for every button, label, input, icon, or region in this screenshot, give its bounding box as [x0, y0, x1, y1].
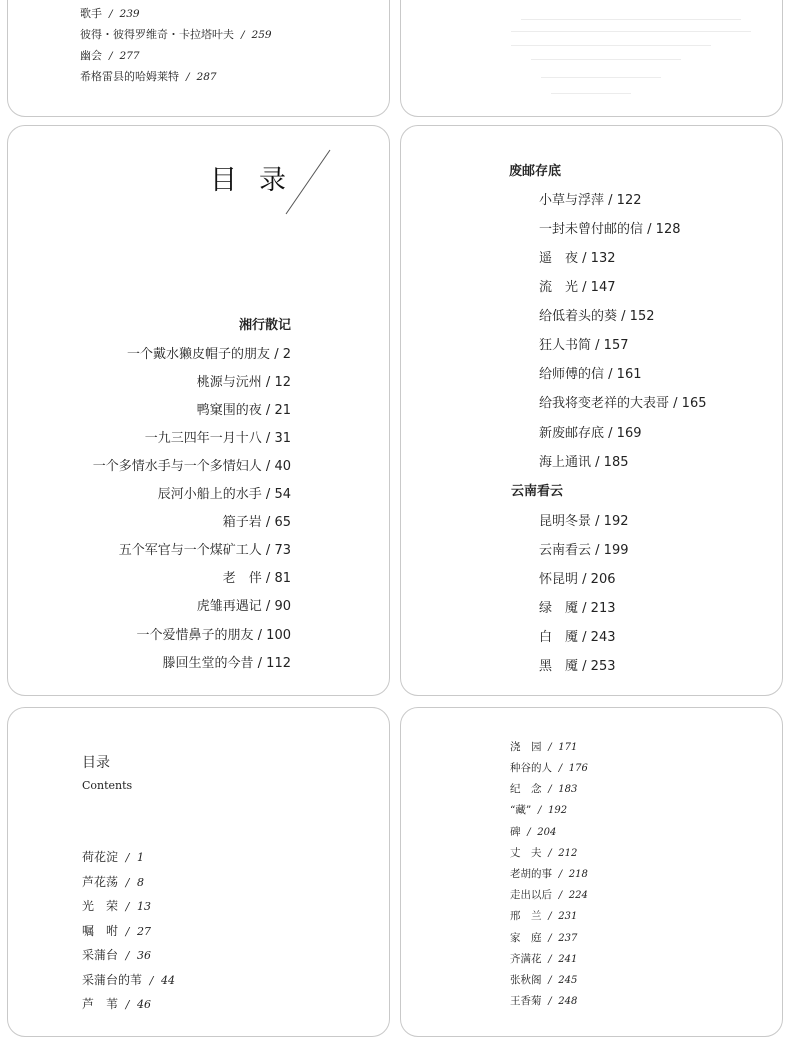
entry-title: 昆明冬景	[539, 514, 592, 529]
entry-page: 212	[558, 848, 578, 859]
entry-title: 虎雏再遇记	[196, 599, 262, 614]
toc-entry[interactable]: 狂人书简 / 157	[539, 338, 629, 353]
toc-entry[interactable]	[80, 5, 140, 21]
entry-page: 65	[274, 515, 291, 530]
entry-separator: /	[548, 996, 552, 1007]
toc-entry[interactable]	[82, 897, 151, 914]
toc-card-bottom-right	[400, 707, 783, 1037]
entry-title: 采蒲台的苇	[82, 973, 143, 987]
entry-page: 241	[558, 954, 578, 965]
toc-entry[interactable]: 一个爱惜鼻子的朋友 / 100	[136, 628, 291, 643]
entry-page: 248	[558, 996, 578, 1007]
entry-page: 122	[616, 193, 642, 208]
toc-entry[interactable]	[510, 887, 588, 902]
entry-title: 老胡的事	[510, 868, 552, 880]
toc-entry[interactable]: 辰河小船上的水手 / 54	[157, 487, 291, 502]
entry-page: 46	[137, 998, 152, 1011]
entry-separator: /	[527, 827, 531, 838]
entry-separator: /	[125, 949, 130, 962]
entry-title: 给低着头的葵	[539, 309, 618, 324]
entry-page: 245	[558, 975, 578, 986]
entry-title: 一九三四年一月十八	[144, 431, 262, 446]
entry-title: 一个多情水手与一个多情妇人	[92, 459, 262, 474]
entry-title: 彼得・彼得罗维奇・卡拉塔叶夫	[80, 28, 234, 41]
entry-page: 165	[681, 396, 707, 411]
toc-entry[interactable]: 小草与浮萍 / 122	[539, 193, 642, 208]
entry-page: 1	[137, 851, 145, 864]
entry-page: 12	[274, 375, 291, 390]
entry-title: 希格雷县的哈姆莱特	[80, 70, 179, 83]
toc-entry[interactable]: 一九三四年一月十八 / 31	[144, 431, 291, 446]
entry-title: 荷花淀	[82, 850, 119, 864]
section-heading: 湘行散记	[238, 318, 291, 333]
toc-entry[interactable]	[82, 848, 144, 865]
entry-title: 黑 魇	[539, 659, 579, 674]
toc-entry[interactable]	[510, 951, 577, 966]
toc-entry[interactable]	[82, 946, 151, 963]
entry-title: 怀昆明	[539, 572, 579, 587]
page-title: 目录	[210, 165, 308, 196]
entry-title: 幽会	[80, 49, 102, 62]
entry-separator: /	[548, 848, 552, 859]
entry-title: 白 魇	[539, 630, 579, 645]
entry-title: 走出以后	[510, 889, 552, 901]
entry-page: 169	[616, 426, 642, 441]
entry-title: 碑	[510, 826, 521, 838]
toc-entry[interactable]: 绿 魇 / 213	[539, 601, 616, 616]
toc-entry[interactable]: 昆明冬景 / 192	[539, 514, 629, 529]
entry-page: 90	[274, 599, 291, 614]
toc-entry[interactable]	[510, 908, 577, 923]
entry-page: 253	[590, 659, 616, 674]
toc-entry[interactable]: 滕回生堂的今昔 / 112	[162, 656, 291, 671]
toc-entry[interactable]: 一个多情水手与一个多情妇人 / 40	[92, 459, 291, 474]
entry-title: 给我将变老祥的大表哥	[539, 396, 670, 411]
entry-title: 滕回生堂的今昔	[162, 656, 254, 671]
toc-entry[interactable]: 给低着头的葵 / 152	[539, 309, 655, 324]
entry-separator: /	[125, 925, 130, 938]
entry-page: 100	[266, 628, 291, 643]
entry-separator: /	[548, 784, 552, 795]
toc-entry[interactable]	[82, 971, 175, 988]
entry-separator: /	[125, 998, 130, 1011]
entry-page: 183	[558, 784, 578, 795]
entry-page: 157	[603, 338, 629, 353]
toc-entry[interactable]	[510, 845, 577, 860]
entry-page: 171	[558, 742, 578, 753]
entry-title: 浇 园	[510, 741, 542, 753]
entry-page: 239	[119, 8, 140, 20]
toc-entry[interactable]: 怀昆明 / 206	[539, 572, 616, 587]
entry-page: 259	[251, 29, 272, 41]
toc-entry[interactable]	[80, 26, 272, 42]
entry-page: 81	[274, 571, 291, 586]
entry-page: 224	[568, 890, 588, 901]
decorative-slash	[283, 148, 333, 216]
entry-title: 辰河小船上的水手	[157, 487, 262, 502]
entry-separator: /	[125, 851, 130, 864]
toc-card-mid-left	[7, 125, 390, 696]
toc-entry[interactable]: 虎雏再遇记 / 90	[196, 599, 291, 614]
toc-entry[interactable]: 五个军官与一个煤矿工人 / 73	[118, 543, 291, 558]
entry-title: 小草与浮萍	[539, 193, 605, 208]
entry-title: 丈 夫	[510, 847, 542, 859]
entry-title: 鸭窠围的夜	[196, 403, 262, 418]
entry-page: 206	[590, 572, 616, 587]
entry-page: 213	[590, 601, 616, 616]
toc-entry[interactable]: 桃源与沅州 / 12	[196, 375, 291, 390]
entry-title: 老 伴	[222, 571, 262, 586]
entry-title: 云南看云	[539, 543, 592, 558]
toc-entry[interactable]: 新废邮存底 / 169	[539, 426, 642, 441]
entry-page: 73	[274, 543, 291, 558]
toc-entry[interactable]: 云南看云 / 199	[539, 543, 629, 558]
entry-page: 21	[274, 403, 291, 418]
entry-page: 112	[266, 656, 291, 671]
entry-separator: /	[548, 911, 552, 922]
entry-separator: /	[149, 974, 154, 987]
toc-entry[interactable]: 遥 夜 / 132	[539, 251, 616, 266]
toc-card-bottom-left	[7, 707, 390, 1037]
toc-entry[interactable]: 一个戴水獭皮帽子的朋友 / 2	[127, 347, 291, 362]
entry-separator: /	[558, 869, 563, 880]
toc-card-mid-right	[400, 125, 783, 696]
entry-title: 芦 苇	[82, 997, 119, 1011]
entry-page: 40	[274, 459, 291, 474]
toc-card-top-right	[400, 0, 783, 117]
entry-page: 54	[274, 487, 291, 502]
toc-entry[interactable]	[82, 995, 151, 1012]
entry-separator: /	[109, 50, 113, 62]
entry-separator: /	[548, 954, 552, 965]
entry-title: 一个爱惜鼻子的朋友	[136, 628, 254, 643]
entry-title: 新废邮存底	[539, 426, 605, 441]
toc-entry[interactable]	[510, 760, 588, 775]
toc-entry[interactable]	[510, 781, 577, 796]
toc-entry[interactable]	[510, 739, 577, 754]
toc-entry[interactable]: 黑 魇 / 253	[539, 659, 616, 674]
entry-page: 147	[590, 280, 616, 295]
entry-page: 277	[119, 50, 140, 62]
toc-entry[interactable]	[510, 802, 567, 817]
entry-title: 绿 魇	[539, 601, 579, 616]
entry-title: 芦花荡	[82, 875, 119, 889]
entry-page: 27	[137, 925, 152, 938]
entry-separator: /	[537, 805, 542, 816]
toc-entry[interactable]	[82, 922, 151, 939]
entry-separator: /	[548, 933, 552, 944]
entry-page: 31	[274, 431, 291, 446]
bleed-through-line	[521, 19, 741, 20]
entry-page: 204	[537, 827, 557, 838]
entry-page: 199	[603, 543, 629, 558]
entry-title: 一个戴水獭皮帽子的朋友	[127, 347, 271, 362]
toc-entry[interactable]: 白 魇 / 243	[539, 630, 616, 645]
toc-entry[interactable]	[80, 68, 217, 84]
toc-entry[interactable]: 流 光 / 147	[539, 280, 616, 295]
toc-entry[interactable]	[510, 824, 556, 839]
bleed-through-line	[511, 31, 751, 32]
toc-entry[interactable]: 箱子岩 / 65	[222, 515, 291, 530]
toc-entry[interactable]: 给师傅的信 / 161	[539, 367, 642, 382]
entry-title: 张秋阁	[510, 974, 542, 986]
entry-separator: /	[186, 71, 190, 83]
bleed-through-line	[551, 93, 631, 94]
entry-title: 给师傅的信	[539, 367, 605, 382]
entry-separator: /	[125, 876, 130, 889]
entry-title: 遥 夜	[539, 251, 579, 266]
toc-entry[interactable]: 鸭窠围的夜 / 21	[196, 403, 291, 418]
toc-entry[interactable]	[82, 873, 144, 890]
toc-entry[interactable]: 一封未曾付邮的信 / 128	[539, 222, 681, 237]
bleed-through-line	[541, 77, 661, 78]
entry-page: 2	[282, 347, 291, 362]
entry-title: 邢 兰	[510, 910, 542, 922]
entry-title: 采蒲台	[82, 948, 119, 962]
entry-separator: /	[548, 975, 552, 986]
entry-title: 箱子岩	[222, 515, 262, 530]
entry-title: 家 庭	[510, 932, 542, 944]
entry-page: 192	[548, 805, 568, 816]
toc-entry[interactable]	[510, 993, 577, 1008]
toc-entry[interactable]	[510, 972, 577, 987]
page-title: 目录	[82, 755, 110, 771]
entry-separator: /	[558, 890, 563, 901]
section-heading: 废邮存底	[509, 164, 562, 179]
entry-title: 种谷的人	[510, 762, 552, 774]
entry-page: 237	[558, 933, 578, 944]
entry-page: 287	[196, 71, 217, 83]
toc-entry[interactable]: 海上通讯 / 185	[539, 455, 629, 470]
entry-separator: /	[548, 742, 552, 753]
entry-title: 海上通讯	[539, 455, 592, 470]
entry-page: 128	[655, 222, 681, 237]
entry-page: 132	[590, 251, 616, 266]
entry-page: 185	[603, 455, 629, 470]
entry-separator: /	[109, 8, 113, 20]
page-subtitle: Contents	[82, 779, 133, 792]
toc-card-top-left	[7, 0, 390, 117]
entry-title: 嘱 咐	[82, 924, 119, 938]
entry-title: 狂人书简	[539, 338, 592, 353]
entry-title: 歌手	[80, 7, 102, 20]
entry-page: 152	[629, 309, 655, 324]
entry-title: 光 荣	[82, 899, 119, 913]
entry-title: 一封未曾付邮的信	[539, 222, 644, 237]
entry-title: 桃源与沅州	[196, 375, 262, 390]
entry-title: 流 光	[539, 280, 579, 295]
toc-entry[interactable]	[510, 866, 588, 881]
entry-page: 8	[137, 876, 145, 889]
toc-entry[interactable]: 给我将变老祥的大表哥 / 165	[539, 396, 707, 411]
entry-page: 218	[568, 869, 588, 880]
entry-page: 36	[137, 949, 152, 962]
entry-title: 王香菊	[510, 995, 542, 1007]
entry-title: “藏”	[510, 804, 532, 816]
entry-page: 13	[137, 900, 152, 913]
bleed-through-line	[511, 45, 711, 46]
toc-entry[interactable]	[510, 930, 577, 945]
entry-page: 192	[603, 514, 629, 529]
entry-page: 161	[616, 367, 642, 382]
entry-separator: /	[558, 763, 563, 774]
entry-page: 44	[161, 974, 176, 987]
entry-page: 176	[568, 763, 588, 774]
toc-entry[interactable]	[80, 47, 140, 63]
entry-separator: /	[125, 900, 130, 913]
entry-page: 243	[590, 630, 616, 645]
entry-separator: /	[241, 29, 245, 41]
entry-page: 231	[558, 911, 578, 922]
bleed-through-line	[531, 59, 681, 60]
section-heading: 云南看云	[511, 484, 564, 499]
entry-title: 纪 念	[510, 783, 542, 795]
entry-title: 齐满花	[510, 953, 542, 965]
toc-entry[interactable]: 老 伴 / 81	[222, 571, 291, 586]
entry-title: 五个军官与一个煤矿工人	[118, 543, 262, 558]
